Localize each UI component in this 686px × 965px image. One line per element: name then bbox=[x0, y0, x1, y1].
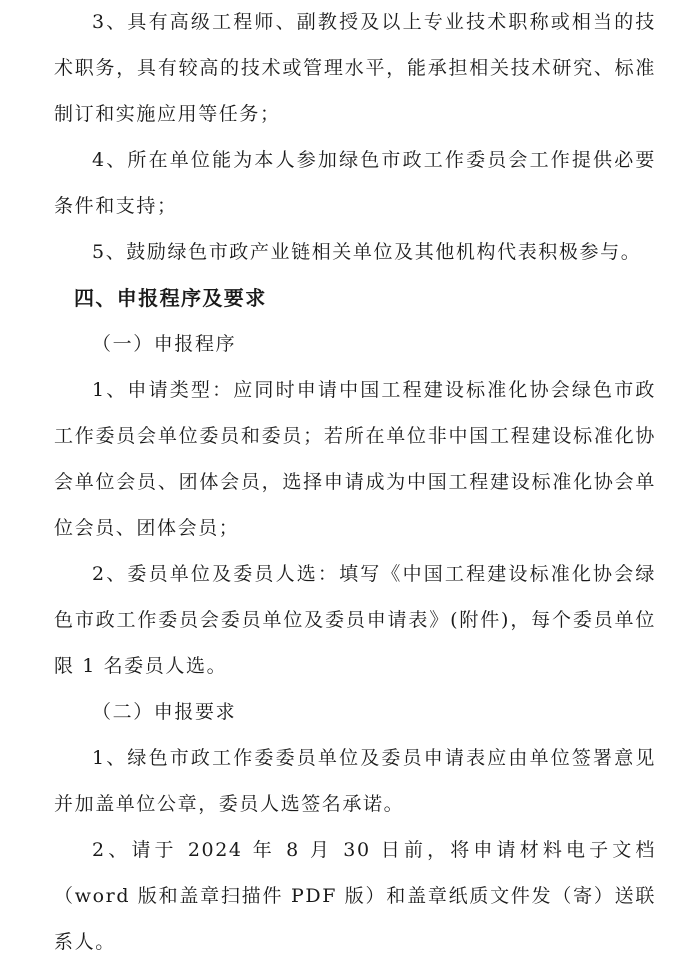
requirement-item-2-paragraph: 2、请于 2024 年 8 月 30 日前，将申请材料电子文档（word 版和盖章扫描件 PDF 版）和盖章纸质文件发（寄）送联系人。 bbox=[54, 839, 656, 953]
criterion-3-paragraph: 3、具有高级工程师、副教授及以上专业技术职称或相当的技术职务，具有较高的技术或管理水平，能承担相关技术研究、标准制订和实施应用等任务； bbox=[54, 11, 656, 125]
subsection-heading-requirements: （二）申报要求 bbox=[92, 701, 237, 723]
criterion-5-paragraph: 5、鼓励绿色市政产业链相关单位及其他机构代表积极参与。 bbox=[92, 241, 642, 263]
subsection-heading-procedure: （一）申报程序 bbox=[92, 333, 237, 355]
requirement-item-1-paragraph: 1、绿色市政工作委委员单位及委员申请表应由单位签署意见并加盖单位公章，委员人选签名承诺。 bbox=[54, 747, 656, 815]
procedure-item-1-paragraph: 1、申请类型：应同时申请中国工程建设标准化协会绿色市政工作委员会单位委员和委员；若所在单位非中国工程建设标准化协会单位会员、团体会员，选择申请成为中国工程建设标准化协会单位会员、团体会员； bbox=[54, 379, 656, 539]
procedure-item-2-paragraph: 2、委员单位及委员人选：填写《中国工程建设标准化协会绿色市政工作委员会委员单位及委员申请表》(附件)，每个委员单位限 1 名委员人选。 bbox=[54, 563, 656, 677]
criterion-4-paragraph: 4、所在单位能为本人参加绿色市政工作委员会工作提供必要条件和支持； bbox=[54, 149, 656, 217]
section-heading-application-procedure: 四、申报程序及要求 bbox=[74, 286, 267, 310]
